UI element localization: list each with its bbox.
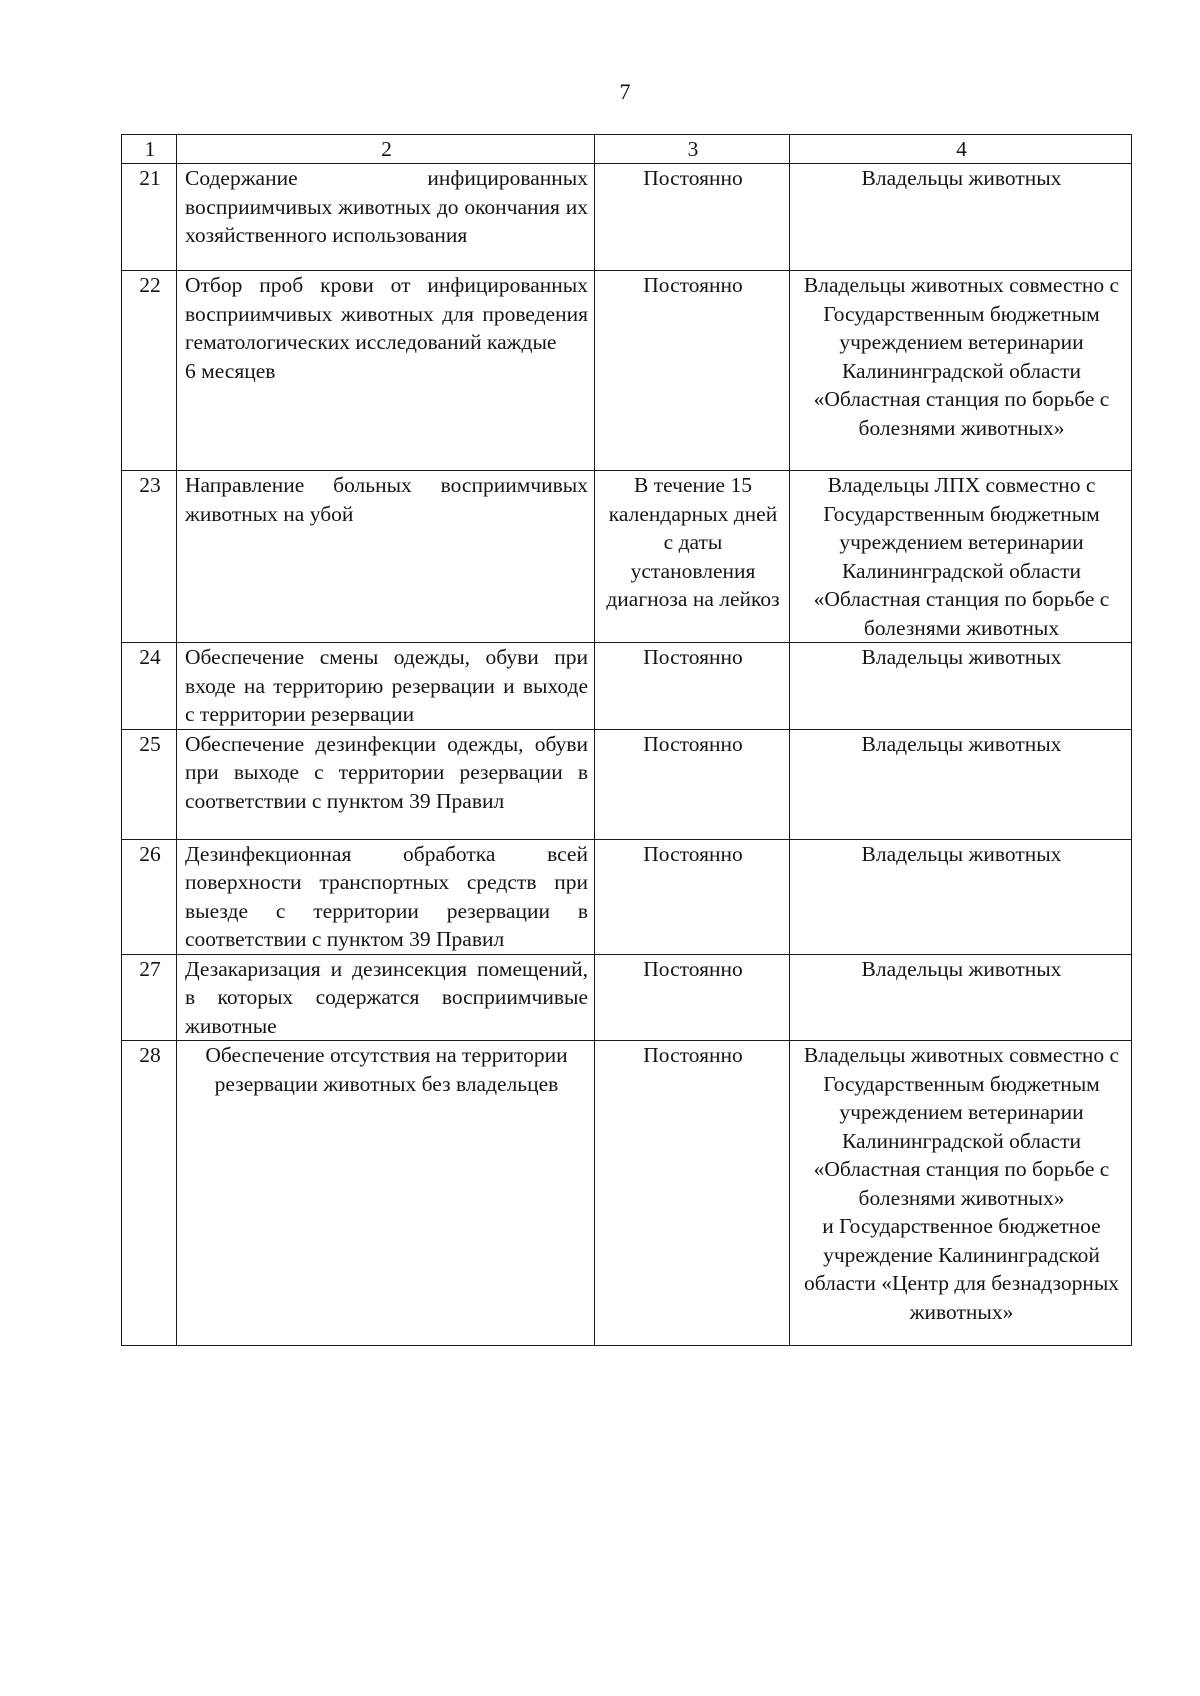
table-row [122, 954, 1132, 1041]
measure-responsible: Владельцы животных [790, 643, 1132, 730]
measure-term: Постоянно [595, 1041, 790, 1346]
table-row [122, 271, 1132, 471]
row-number: 23 [122, 471, 177, 643]
measure-term: Постоянно [595, 164, 790, 271]
measure-responsible: Владельцы животных [790, 839, 1132, 954]
measure-description-period: 6 месяцев [185, 358, 276, 383]
measure-description-text: Отбор проб крови от инфицированных восприимчивых животных для проведения гематологических исследований каждые [185, 273, 588, 354]
measure-description: Обеспечение отсутствия на территории резервации животных без владельцев [177, 1041, 595, 1346]
row-number: 21 [122, 164, 177, 271]
measure-description: Дезинфекционная обработка всей поверхности транспортных средств при выезде с территории резервации в соответствии с пунктом 39 Правил [177, 839, 595, 954]
row-number: 27 [122, 954, 177, 1041]
measure-term: В течение 15 календарных дней с даты установления диагноза на лейкоз [595, 471, 790, 643]
column-header: 3 [595, 135, 790, 164]
measure-term: Постоянно [595, 729, 790, 839]
measure-responsible: Владельцы животных [790, 954, 1132, 1041]
measure-term: Постоянно [595, 839, 790, 954]
table-row [122, 839, 1132, 954]
measure-responsible-additional: и Государственное бюджетное учреждение Калининградской области «Центр для безнадзорных животных» [803, 1214, 1120, 1324]
column-header: 4 [790, 135, 1132, 164]
measure-responsible [790, 1041, 1132, 1346]
row-number: 25 [122, 729, 177, 839]
row-number: 22 [122, 271, 177, 471]
row-number: 26 [122, 839, 177, 954]
measure-description: Содержание инфицированных восприимчивых животных до окончания их хозяйственного использования [177, 164, 595, 271]
table-row [122, 1041, 1132, 1346]
table-row [122, 471, 1132, 643]
measure-term: Постоянно [595, 954, 790, 1041]
measure-description: Обеспечение дезинфекции одежды, обуви при выходе с территории резервации в соответствии с пунктом 39 Правил [177, 729, 595, 839]
measure-term: Постоянно [595, 643, 790, 730]
measure-description [177, 271, 595, 471]
measure-description: Направление больных восприимчивых животных на убой [177, 471, 595, 643]
measure-responsible: Владельцы животных [790, 729, 1132, 839]
table-row [122, 729, 1132, 839]
column-header: 2 [177, 135, 595, 164]
measure-term: Постоянно [595, 271, 790, 471]
measure-responsible: Владельцы животных [790, 164, 1132, 271]
measure-responsible-text: Владельцы животных совместно с Государственным бюджетным учреждением ветеринарии Калининградской области «Областная станция по борьбе с болезнями животных» [803, 1043, 1120, 1210]
row-number: 24 [122, 643, 177, 730]
table-header-row [122, 135, 1132, 164]
table-row [122, 164, 1132, 271]
column-header: 1 [122, 135, 177, 164]
row-number: 28 [122, 1041, 177, 1346]
page-number: 7 [619, 79, 631, 104]
table-row [122, 643, 1132, 730]
measure-responsible: Владельцы ЛПХ совместно с Государственным бюджетным учреждением ветеринарии Калининградской области «Областная станция по борьбе с болезнями животных [790, 471, 1132, 643]
measure-description: Обеспечение смены одежды, обуви при входе на территорию резервации и выходе с территории резервации [177, 643, 595, 730]
measure-description: Дезакаризация и дезинсекция помещений, в которых содержатся восприимчивые животные [177, 954, 595, 1041]
measures-table [121, 134, 1132, 1346]
measure-responsible: Владельцы животных совместно с Государственным бюджетным учреждением ветеринарии Калининградской области «Областная станция по борьбе с болезнями животных» [790, 271, 1132, 471]
